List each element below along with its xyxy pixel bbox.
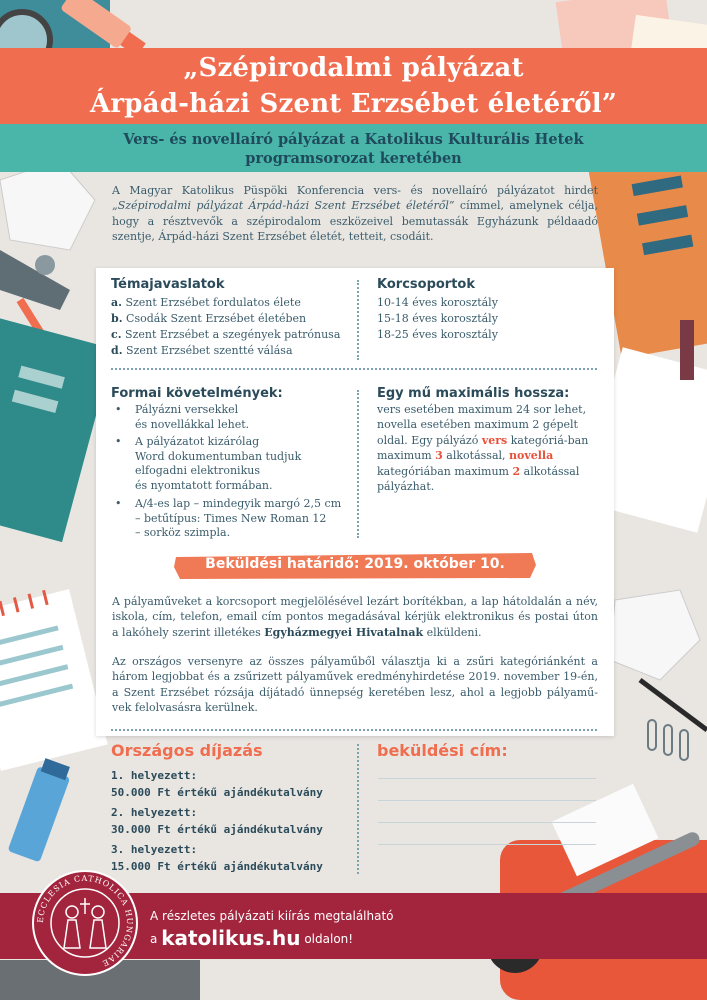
formal-heading: Formai követelmények: xyxy=(111,386,283,401)
section-divider xyxy=(111,368,597,370)
footer-line-2: a katolikus.hu oldalon! xyxy=(150,926,354,950)
submission-paragraph: A pályaműveket a korcsoport megjelölésével lezárt borítékban, a lap hátoldalán a név, iskola, cím, telefon, email cím pontos megadásával kérjük elektronikus és postai úton a lakóhely szerint illetékes Egyházmegyei Hivatalnak elküldeni. xyxy=(112,595,598,639)
intro-rest: címmel, amelynek célja, hogy a résztvevők a szépirodalom eszközeivel bemutassák Egyházunk példaadó szentje, Árpád-házi Szent Erzsébet életét, tetteit, csodáit. xyxy=(112,199,598,244)
intro-lead: A Magyar Katolikus Püspöki Konferencia vers- és novellaíró pályázatot hirdet xyxy=(112,184,598,197)
topic-item: b. Csodák Szent Erzsébet életében xyxy=(111,312,307,325)
max-length-text: vers esetében maximum 24 sor lehet, novella esetében maximum 2 gépelt oldal. Egy pályázó vers kategóriá-ban maximum 3 alkotással, novella kategóriában maximum 2 alkotással pályázhat. xyxy=(377,403,589,494)
crumpled-paper-right xyxy=(610,590,700,680)
marker-blue xyxy=(8,757,74,863)
site-link[interactable]: katolikus.hu xyxy=(161,926,301,950)
results-paragraph: Az országos versenyre az összes pályaműből választja ki a zsűri kategóriánként a három legjobbat és a zsűrizett pályaművek eredményhirdetése 2019. november 19-én, a Szent Erzsébet rózsája díjátadó ünnepség keretében lesz, ahol a legjobb pályamű-vek felolvasásra kerülnek. xyxy=(112,655,598,715)
prize-place: 2. helyezett: xyxy=(111,806,198,819)
address-heading: beküldési cím: xyxy=(377,741,508,760)
subtitle xyxy=(0,130,707,168)
paperclip xyxy=(648,720,656,750)
column-divider xyxy=(357,280,359,360)
pen-diagonal xyxy=(640,680,707,730)
prize-place: 3. helyezett: xyxy=(111,843,198,856)
topic-item: c. Szent Erzsébet a szegények patrónusa xyxy=(111,328,341,341)
column-divider xyxy=(357,744,359,874)
prize-value: 50.000 Ft értékű ajándékutalvány xyxy=(111,786,323,799)
pliers-icon xyxy=(0,250,70,310)
title-line-2: Árpád-házi Szent Erzsébet életéről” xyxy=(90,89,617,119)
crumpled-paper-left xyxy=(0,160,95,250)
prize-value: 30.000 Ft értékű ajándékutalvány xyxy=(111,823,323,836)
address-line xyxy=(378,778,596,779)
bishops-conference-seal xyxy=(30,868,140,978)
title-line-1: „Szépirodalmi pályázat xyxy=(183,53,524,83)
prize-value: 15.000 Ft értékű ajándékutalvány xyxy=(111,860,323,873)
topic-item: d. Szent Erzsébet szentté válása xyxy=(111,344,293,357)
pen-right xyxy=(680,320,694,380)
subtitle-line-1: Vers- és novellaíró pályázat a Katolikus Kulturális Hetek xyxy=(123,131,584,148)
deadline: Beküldési határidő: 2019. október 10. xyxy=(205,556,505,572)
prizes-heading: Országos díjazás xyxy=(111,741,263,760)
age-group-item: 18-25 éves korosztály xyxy=(377,328,498,341)
topic-item: a. Szent Erzsébet fordulatos élete xyxy=(111,296,301,309)
section-divider xyxy=(111,729,597,731)
typewriter-icon xyxy=(478,784,707,1000)
age-group-item: 15-18 éves korosztály xyxy=(377,312,498,325)
page-title xyxy=(0,50,707,122)
address-line xyxy=(378,822,596,823)
age-group-item: 10-14 éves korosztály xyxy=(377,296,498,309)
prize-place: 1. helyezett: xyxy=(111,769,198,782)
footer-line-1: A részletes pályázati kiírás megtalálható xyxy=(150,909,394,923)
address-line xyxy=(378,844,596,845)
age-groups-heading: Korcsoportok xyxy=(377,277,476,292)
seal-text: ECCLESIA CATHOLICA HUNGARIAE xyxy=(35,873,135,969)
intro-paragraph xyxy=(112,183,598,245)
intro-title: „Szépirodalmi pályázat Árpád-házi Szent Erzsébet életéről” xyxy=(112,199,455,213)
topics-heading: Témajavaslatok xyxy=(111,277,225,292)
subtitle-line-2: programsorozat keretében xyxy=(245,150,462,167)
address-line xyxy=(378,800,596,801)
max-length-heading: Egy mű maximális hossza: xyxy=(377,386,570,401)
column-divider xyxy=(357,390,359,538)
